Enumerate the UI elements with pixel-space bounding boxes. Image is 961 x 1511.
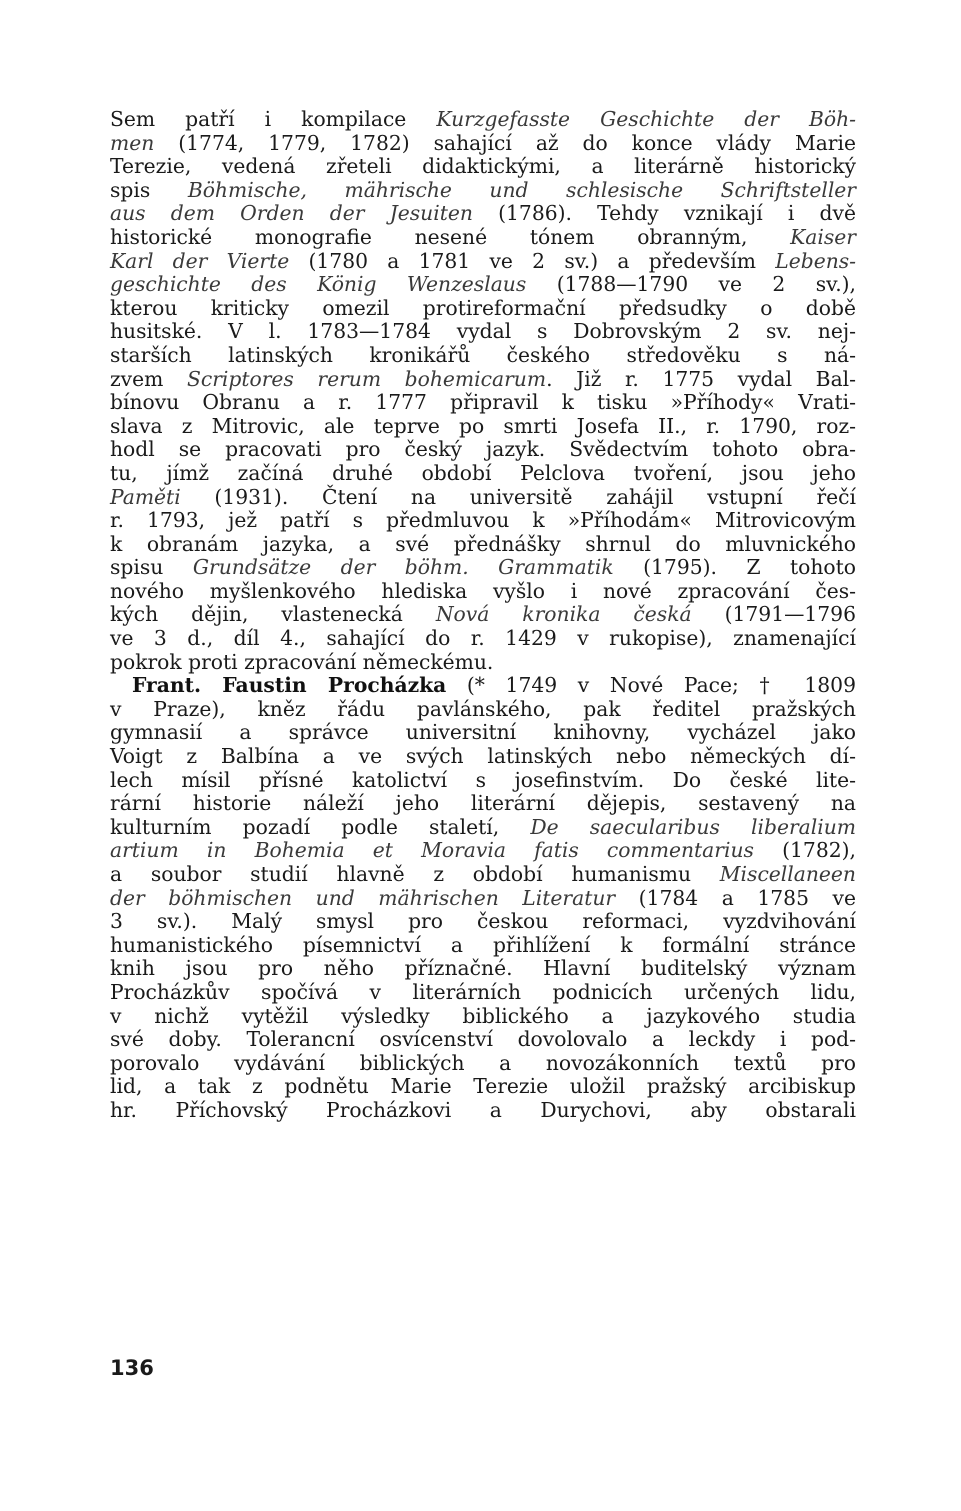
text-line [110,556,856,580]
text-line [110,627,856,651]
text-line [110,155,856,179]
text-run: starších latinských kronikářů českého středověku s ná- [110,342,856,367]
text-line [110,839,856,863]
text-run: v Praze), kněz řádu pavlánského, pak ředitel pražských [110,696,856,721]
italic-title: aus dem Orden der Jesuiten [110,201,473,226]
italic-title: Lebens- [775,248,857,273]
text-line [110,674,856,698]
text-line [110,863,856,887]
text-run: 3 sv.). Malý smysl pro českou reformaci, vyzdvihování [110,909,856,934]
text-line [110,320,856,344]
text-line [110,533,856,557]
text-run: (1791—1796 [691,602,856,627]
text-line [110,698,856,722]
italic-title: Grundsätze der böhm. Grammatik [192,555,614,580]
text-run: Sem patří i kompilace [110,107,437,131]
text-line [110,721,856,745]
text-line [110,438,856,462]
text-run: Procházkův spočívá v literárních podnicích určených lidu, [110,979,856,1004]
text-line [110,792,856,816]
text-line [110,108,856,132]
text-line [110,1075,856,1099]
text-run: hr. Příchovský Procházkovi a Durychovi, aby obstarali [110,1097,856,1122]
text-run: porovalo vydávání biblických a novozákonních textů pro [110,1050,856,1075]
text-run: své doby. Tolerancní osvícenství dovolovalo a leckdy i pod- [110,1027,856,1052]
text-run: knih jsou pro něho příznačné. Hlavní buditelský význam [110,956,856,981]
italic-title: geschichte des König Wenzeslaus [110,272,527,297]
italic-title: Scriptores rerum bohemicarum [186,366,547,391]
text-line [110,273,856,297]
text-line [110,297,856,321]
text-line [110,202,856,226]
text-line [110,651,856,675]
italic-title: Kaiser [790,224,856,249]
text-run: spisu [110,555,193,580]
text-run: historické monografie nesené tónem obranným, [110,224,791,249]
text-run: kých dějin, vlastenecká [110,602,436,627]
italic-title: Karl der Vierte [110,248,290,273]
italic-title: Böhmische, mährische und schlesische Schriftsteller [187,177,857,202]
text-run: (* 1749 v Nové Pace; † 1809 [446,673,856,698]
text-run: rární historie náleží jeho literární dějepis, sestavený na [110,791,856,816]
italic-title: der böhmischen und mährischen Literatur [110,885,616,910]
text-line [110,1099,856,1123]
text-run: hodl se pracovati pro český jazyk. Svědectvím tohoto obra- [110,437,856,462]
text-run: lid, a tak z podnětu Marie Terezie uložil pražský arcibiskup [110,1074,856,1099]
text-line [110,1052,856,1076]
text-run: tu, jímž začíná druhé období Pelclova tvoření, jsou jeho [110,460,856,485]
book-page-text [110,108,856,1123]
text-run: slava z Mitrovic, ale teprve po smrti Josefa II., r. 1790, roz- [110,413,856,438]
text-line [110,486,856,510]
text-line [110,1028,856,1052]
italic-title: Nová kronika česká [435,602,692,627]
text-line [110,981,856,1005]
text-run: spis [110,177,188,202]
text-line [110,887,856,911]
text-line [110,226,856,250]
text-run: (1782), [753,838,856,863]
text-run: husitské. V l. 1783—1784 vydal s Dobrovským 2 sv. nej- [110,319,856,344]
text-run: (1931). Čtení na universitě zahájil vstupní řečí [180,484,856,509]
text-run: nového myšlenkového hlediska vyšlo i nové zpracování čes- [110,578,856,603]
italic-title: Paměti [110,484,181,509]
text-run: kterou kriticky omezil protireformační předsudky o době [110,295,856,320]
italic-title: men [110,130,155,155]
text-line [110,745,856,769]
text-run: kulturním pozadí podle staletí, [110,814,531,839]
text-line [110,344,856,368]
text-run: bínovu Obranu a r. 1777 připravil k tisku »Příhody« Vrati- [110,390,856,415]
bold-name: Frant. Faustin Procházka [132,673,447,698]
italic-title: Kurzgefasste Geschichte der Böh- [436,107,857,131]
text-run: pokrok proti zpracování německému. [110,649,494,674]
italic-title: De saecularibus liberalium [530,814,856,839]
text-line [110,250,856,274]
text-line [110,934,856,958]
text-line [110,509,856,533]
text-run: (1784 a 1785 ve [615,885,856,910]
text-run: lech mísil přísné katolictví s josefinstvím. Do české lite- [110,767,856,792]
text-run: . Již r. 1775 vydal Bal- [546,366,856,391]
text-line [110,603,856,627]
text-line [110,910,856,934]
text-line [110,580,856,604]
text-line [110,415,856,439]
italic-title: Miscellaneen [719,862,856,886]
text-run: r. 1793, jež patří s předmluvou k »Příhodám« Mitrovicovým [110,508,856,533]
text-line [110,179,856,203]
text-run: (1786). Tehdy vznikají i dvě [472,201,856,226]
italic-title: artium in Bohemia et Moravia fatis commentarius [110,838,754,863]
text-line [110,1005,856,1029]
text-run: (1780 a 1781 ve 2 sv.) a především [289,248,776,273]
text-line [110,368,856,392]
text-run: Voigt z Balbína a ve svých latinských nebo německých dí- [110,744,856,769]
text-run: ve 3 d., díl 4., sahající do r. 1429 v rukopise), znamenající [110,626,856,651]
text-line [110,769,856,793]
text-run: a soubor studií hlavně z období humanismu [110,862,720,886]
text-run: (1795). Z tohoto [613,555,857,580]
text-line [110,132,856,156]
text-run: gymnasií a správce universitní knihovny, vycházel jako [110,720,856,745]
text-run: zvem [110,366,187,391]
text-run: Terezie, vedená zřeteli didaktickými, a literárně historický [110,154,856,179]
text-run: v nichž vytěžil výsledky biblického a jazykového studia [110,1003,856,1028]
text-line [110,462,856,486]
text-run: (1788—1790 ve 2 sv.), [526,272,857,297]
text-run: humanistického písemnictví a přihlížení k formální stránce [110,932,856,957]
text-run: k obranám jazyka, a své přednášky shrnul do mluvnického [110,531,856,556]
text-run: (1774, 1779, 1782) sahající až do konce vlády Marie [154,130,856,155]
text-line [110,957,856,981]
page-number: 136 [110,1356,154,1380]
text-line [110,816,856,840]
text-line [110,391,856,415]
